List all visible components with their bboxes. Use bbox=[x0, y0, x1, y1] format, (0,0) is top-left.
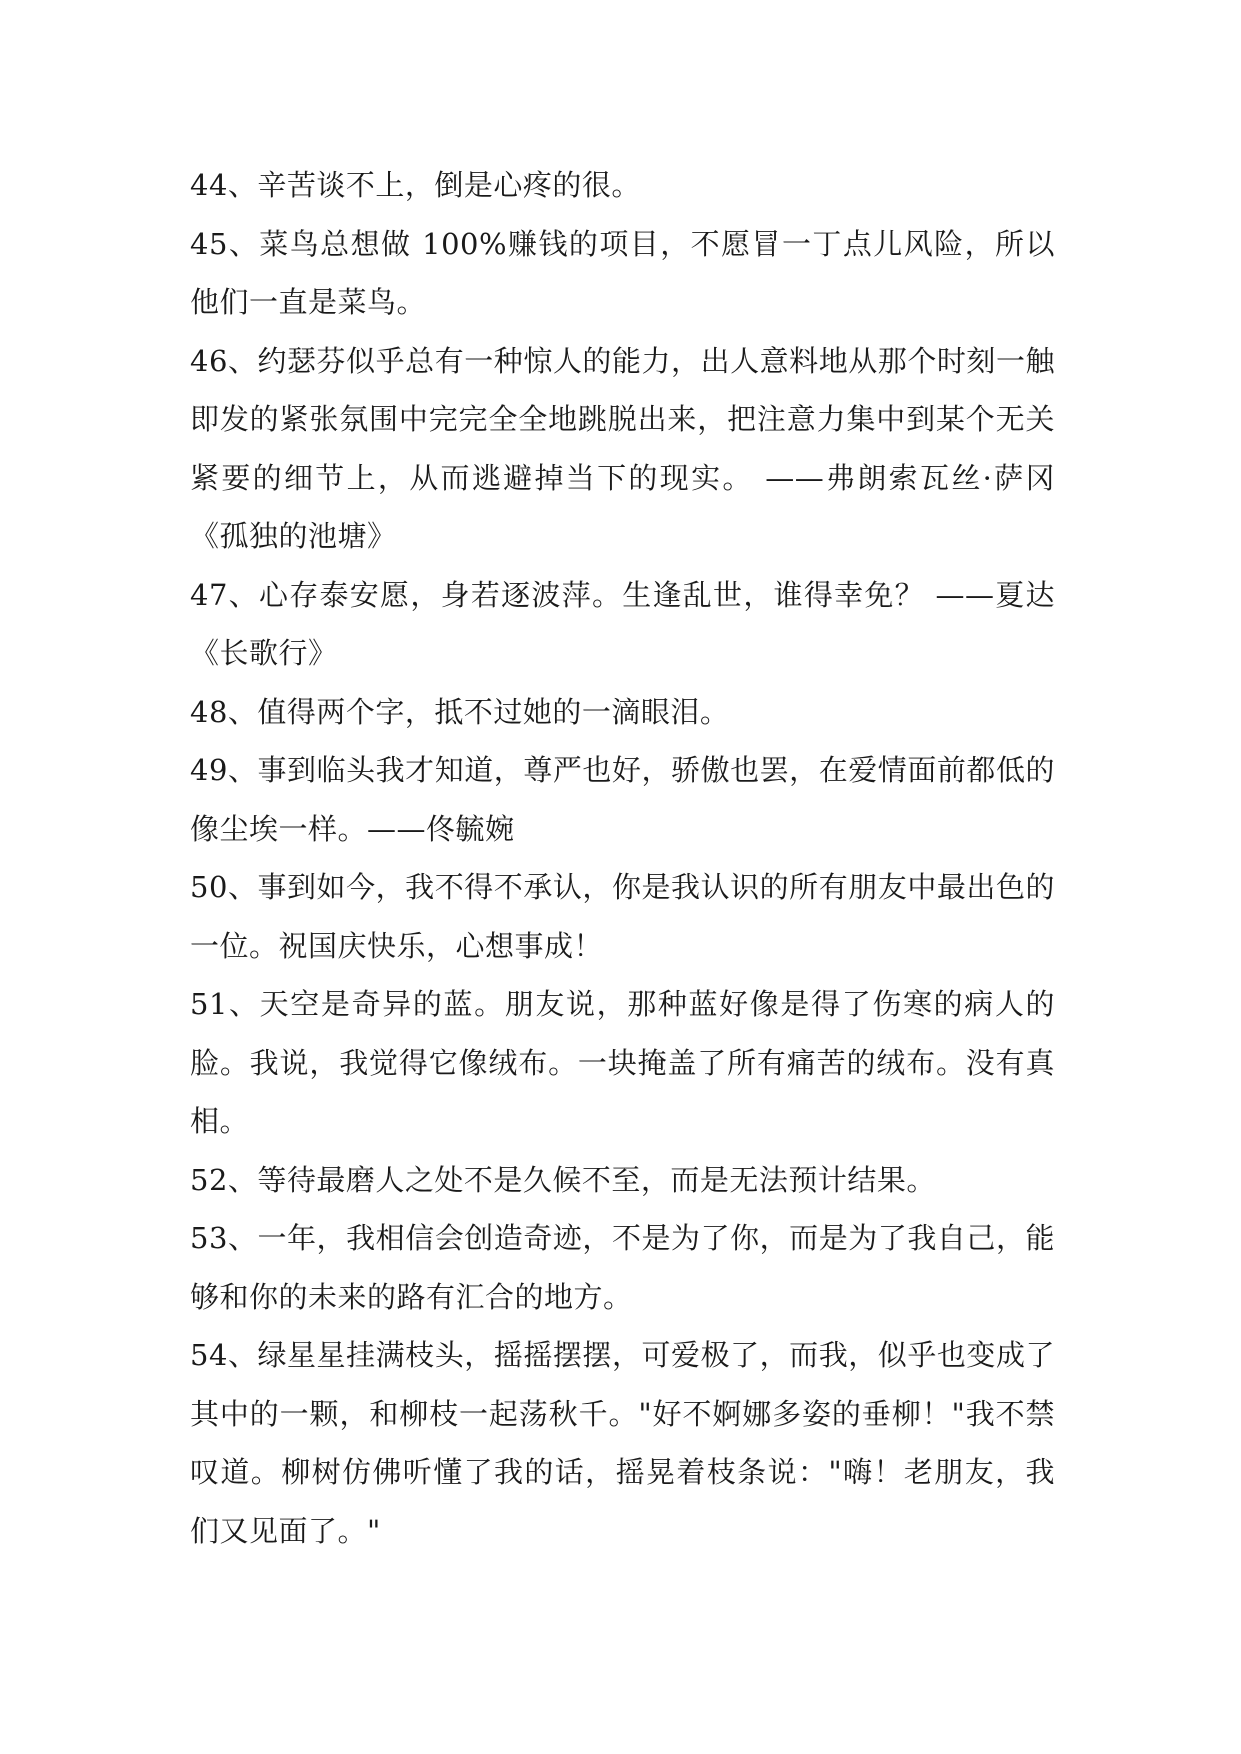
document-page bbox=[190, 156, 1055, 1560]
quote-entry-46: 46、约瑟芬似乎总有一种惊人的能力，出人意料地从那个时刻一触即发的紧张氛围中完完全全地跳脱出来，把注意力集中到某个无关紧要的细节上，从而逃避掉当下的现实。 ——弗朗索瓦丝·萨冈 《孤独的池塘》 bbox=[190, 343, 1055, 553]
quote-entry-50: 50、事到如今，我不得不承认，你是我认识的所有朋友中最出色的一位。祝国庆快乐，心想事成！ bbox=[190, 870, 1055, 963]
quote-entry-53: 53、一年，我相信会创造奇迹，不是为了你，而是为了我自己，能够和你的未来的路有汇合的地方。 bbox=[190, 1221, 1055, 1314]
quote-entry-52: 52、等待最磨人之处不是久候不至，而是无法预计结果。 bbox=[190, 1162, 936, 1197]
quote-entry-44: 44、辛苦谈不上，倒是心疼的很。 bbox=[190, 168, 641, 202]
quote-entry-45: 45、菜鸟总想做 100%赚钱的项目，不愿冒一丁点儿风险，所以他们一直是菜鸟。 bbox=[190, 226, 1055, 319]
quote-entry-51: 51、天空是奇异的蓝。朋友说，那种蓝好像是得了伤寒的病人的脸。我说，我觉得它像绒布。一块掩盖了所有痛苦的绒布。没有真相。 bbox=[190, 987, 1055, 1138]
quote-entry-48: 48、值得两个字，抵不过她的一滴眼泪。 bbox=[190, 694, 730, 729]
quote-entry-54: 54、绿星星挂满枝头，摇摇摆摆，可爱极了，而我，似乎也变成了其中的一颗，和柳枝一起荡秋千。"好不婀娜多姿的垂柳！"我不禁叹道。柳树仿佛听懂了我的话，摇晃着枝条说："嗨！老朋友，我们又见面了。" bbox=[190, 1338, 1055, 1548]
quote-entry-47: 47、心存泰安愿，身若逐波萍。生逢乱世，谁得幸免？ ——夏达 《长歌行》 bbox=[190, 577, 1055, 670]
quote-entry-49: 49、事到临头我才知道，尊严也好，骄傲也罢，在爱情面前都低的像尘埃一样。——佟毓婉 bbox=[190, 753, 1055, 846]
